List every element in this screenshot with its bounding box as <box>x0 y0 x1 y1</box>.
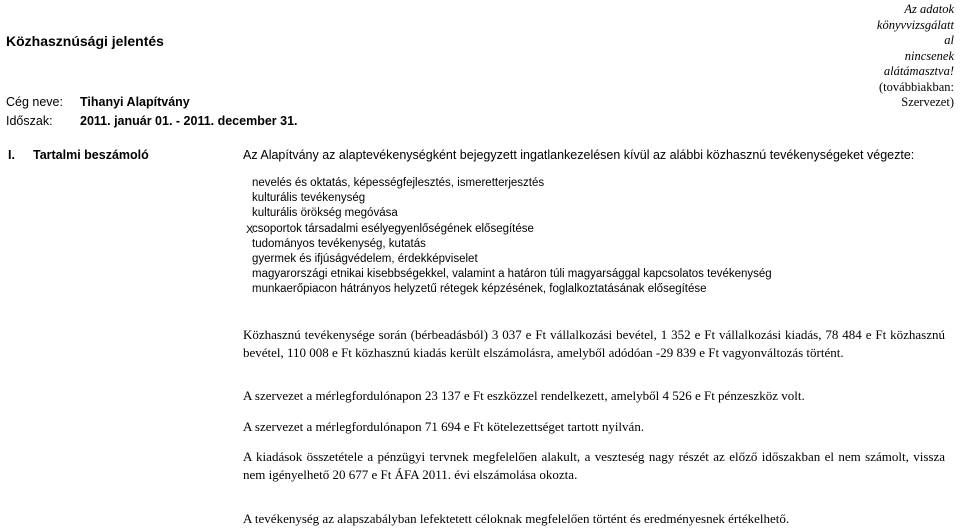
list-item: csoportok társadalmi esélyegyenlőségének elősegítése <box>252 222 534 235</box>
company-label: Cég neve: <box>6 95 63 109</box>
list-item: gyermek és ifjúságvédelem, érdekképviselet <box>252 253 478 266</box>
list-item: tudományos tevékenység, kutatás <box>252 237 426 250</box>
report-title: Közhasznúsági jelentés <box>6 33 164 49</box>
period-value: 2011. január 01. - 2011. december 31. <box>80 114 298 128</box>
list-item: munkaerőpiacon hátrányos helyzetű rétegek képzésének, foglalkoztatásának elősegítése <box>252 283 707 296</box>
audit-note-line: Az adatok <box>904 2 954 16</box>
section-title: Tartalmi beszámoló <box>33 148 149 162</box>
activity-check-marker: X <box>246 224 254 236</box>
audit-note <box>877 2 954 111</box>
expenses-paragraph: A kiadások összetétele a pénzügyi tervnek megfelelően alakult, a veszteség nagy részét az előző időszakban el nem számolt, vissza nem igényelhető 20 677 e Ft ÁFA 2011. évi elszámolása okozta. <box>243 449 945 482</box>
audit-note-line: alátámasztva! <box>883 64 954 78</box>
audit-note-line: (továbbiakban: <box>879 79 954 94</box>
assets-paragraph: A szervezet a mérlegfordulónapon 23 137 e Ft eszközzel rendelkezett, amelyből 4 526 e Ft pénzeszköz volt. <box>243 388 805 403</box>
audit-note-line: nincsenek <box>904 48 954 63</box>
section-intro: Az Alapítvány az alaptevékenységként bejegyzett ingatlankezelésen kívül az alábbi közhasznú tevékenységeket végezte: <box>243 148 915 162</box>
section-number: I. <box>8 148 15 162</box>
audit-note-line: könyvvizsgálatt <box>876 17 954 32</box>
list-item: nevelés és oktatás, képességfejlesztés, ismeretterjesztés <box>252 177 545 189</box>
list-item: magyarországi etnikai kisebbségekkel, valamint a határon túli magyarsággal kapcsolatos tevékenység <box>252 268 772 281</box>
audit-note-line: Szervezet) <box>901 95 954 109</box>
liabilities-paragraph: A szervezet a mérlegfordulónapon 71 694 e Ft kötelezettséget tartott nyilván. <box>243 419 645 434</box>
period-label: Időszak: <box>6 114 53 128</box>
financial-summary-paragraph: Közhasznú tevékenysége során (bérbeadásból) 3 037 e Ft vállalkozási bevétel, 1 352 e Ft vállalkozási kiadás, 78 484 e Ft közhasznú bevétel, 110 008 e Ft közhasznú kiadás került elszámolásra, amelyből adódóan -29 839 e Ft vagyonváltozás történt. <box>243 327 945 360</box>
activity-list <box>252 176 772 298</box>
audit-note-line: al <box>944 33 954 47</box>
evaluation-paragraph: A tevékenység az alapszabályban lefektetett céloknak megfelelően történt és eredményesnek értékelhető. <box>243 511 790 526</box>
list-item: kulturális örökség megóvása <box>252 207 398 220</box>
list-item: kulturális tevékenység <box>252 192 366 205</box>
company-name: Tihanyi Alapítvány <box>80 95 190 109</box>
